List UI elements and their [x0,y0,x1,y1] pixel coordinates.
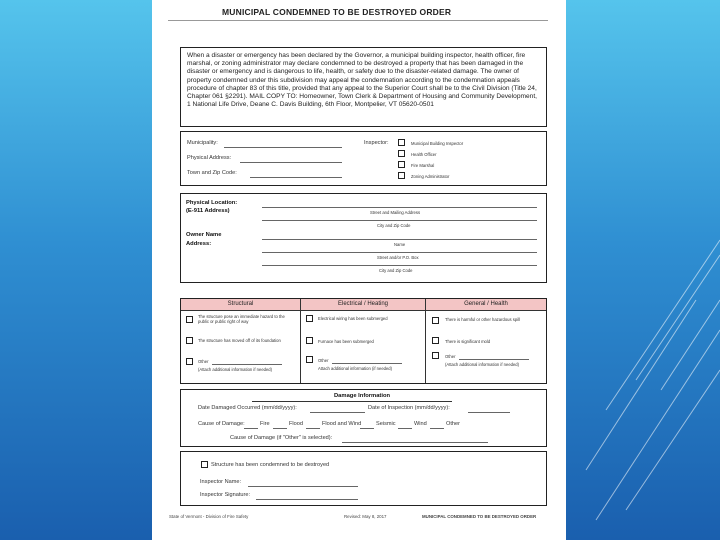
inspector-zoning-checkbox[interactable] [398,172,405,179]
structural-other-line[interactable] [212,364,282,365]
date-damaged-label: Date Damaged Occurred (mm/dd/yyyy): [198,405,297,411]
cause-option: Fire [260,421,270,427]
town-zip-label: Town and Zip Code: [187,170,237,176]
inspector-signature-label: Inspector Signature: [200,492,251,498]
cause-other-blank[interactable] [430,428,444,429]
physical-address-label: Physical Address: [187,155,232,161]
physical-address-field[interactable] [240,162,342,163]
physical-location-label: Physical Location: [186,200,238,206]
cityzip-hint: City and Zip Code [377,223,411,228]
condemned-checkbox[interactable] [201,461,208,468]
cause-fire-blank[interactable] [244,428,258,429]
owner-address-label: Address: [186,241,212,247]
general-spill-checkbox[interactable] [432,317,439,324]
footer-center: Revised: May 8, 2017 [344,514,387,519]
form-document [152,0,566,540]
owner-city-line[interactable] [262,265,537,266]
location-street-line[interactable] [262,207,537,208]
electrical-other: Other [318,358,329,363]
cityzip-hint-2: City and Zip Code [379,268,413,273]
structural-item: The structure pose an immediate hazard to the public or public right of way [198,314,285,325]
damage-header: Damage Information [334,393,391,399]
structural-attach: (Attach additional information if needed) [198,367,273,372]
structural-header: Structural [181,299,300,311]
general-item: There is harmful or other hazardous spill [445,317,520,322]
inspector-fire-checkbox[interactable] [398,161,405,168]
cause-seismic-blank[interactable] [360,428,374,429]
e911-label: (E-911 Address) [186,208,230,214]
decorative-lines [566,0,720,540]
date-inspection-field[interactable] [468,412,510,413]
date-damaged-field[interactable] [310,412,365,413]
cause-option: Flood and Wind [322,421,362,427]
inspector-label: Inspector: [364,140,389,146]
cause-label: Cause of Damage: [198,421,245,427]
title-rule [168,20,548,21]
electrical-furnace-checkbox[interactable] [306,337,313,344]
cause-other-field[interactable] [342,442,488,443]
inspector-name-field[interactable] [248,486,358,487]
electrical-other-line[interactable] [332,363,402,364]
inspector-name-label: Inspector Name: [200,479,242,485]
municipality-label: Municipality: [187,140,218,146]
general-attach: (Attach additional information if needed) [445,362,520,367]
general-other-checkbox[interactable] [432,352,439,359]
street-po-hint: Street and/or P.O. Box [377,255,419,260]
electrical-item: Furnace has been submerged [318,339,374,344]
inspector-option: Municipal Building Inspector [411,141,464,146]
inspector-option: Fire Marshal [411,163,435,168]
inspector-health-checkbox[interactable] [398,150,405,157]
column-divider [300,299,301,383]
structural-other: Other [198,359,209,364]
inspector-option: Health Officer [411,152,437,157]
name-hint: Name [394,242,406,247]
form-title: MUNICIPAL CONDEMNED TO BE DESTROYED ORDER [222,7,452,17]
inspector-signature-field[interactable] [256,499,358,500]
structural-hazard-checkbox[interactable] [186,316,193,323]
structural-foundation-checkbox[interactable] [186,337,193,344]
structural-other-checkbox[interactable] [186,358,193,365]
inspector-building-checkbox[interactable] [398,139,405,146]
cause-option: Wind [414,421,427,427]
structural-item: The structure has moved off of its foundation [198,338,281,343]
general-item: There is significant mold [445,339,491,344]
inspector-option: Zoning Administrator [411,174,450,179]
municipality-field[interactable] [224,147,342,148]
cause-floodwind-blank[interactable] [306,428,320,429]
cause-flood-blank[interactable] [273,428,287,429]
cause-other-label: Cause of Damage (if "Other" is selected): [230,435,333,441]
electrical-attach: Attach additional information (if needed) [318,366,393,371]
date-inspection-label: Date of Inspection (mm/dd/yyyy): [368,405,450,411]
notice-box: When a disaster or emergency has been declared by the Governor, a municipal building inspector, health officer, fire marshal, or zoning administrator may declare condemned to be destroyed a property that has been damaged in the disaster or emergency and is dangerous to life, health, or safety due to the disaster-related damage. The owner of property condemned under this subdivision may appeal the condemnation according to the condemnation appeals procedure of chapter 83 of this title, provided that any appeal to the Superior Court shall be to the Civil Division (Title 24, Chapter 061 §2291). MAIL COPY TO: Homeowner, Town Clerk & Department of Housing and Community Development, 1 National Life Drive, Deane C. Davis Building, 6th Floor, Montpelier, VT 05620-0501 [180,47,547,127]
general-mold-checkbox[interactable] [432,337,439,344]
cause-option: Seismic [376,421,396,427]
electrical-wiring-checkbox[interactable] [306,315,313,322]
background-left-panel [0,0,152,540]
electrical-item: Electrical wiring has been submerged [318,316,388,321]
condemned-label: Structure has been condemned to be destroyed [211,462,330,468]
owner-name-line[interactable] [262,239,537,240]
electrical-header: Electrical / Heating [301,299,425,311]
general-other: Other [445,354,456,359]
footer-left: State of Vermont - Division of Fire Safety [169,514,249,519]
general-header: General / Health [426,299,546,311]
owner-street-line[interactable] [262,252,537,253]
cause-option: Other [446,421,460,427]
footer-right: MUNICIPAL CONDEMNED TO BE DESTROYED ORDER [422,514,537,519]
cause-option: Flood [289,421,303,427]
column-divider [425,299,426,383]
street-hint: Street and Mailing Address [370,210,421,215]
cause-wind-blank[interactable] [398,428,412,429]
location-city-line[interactable] [262,220,537,221]
general-other-line[interactable] [459,359,529,360]
owner-name-label: Owner Name [186,232,222,238]
damage-header-rule [252,401,452,402]
town-zip-field[interactable] [250,177,342,178]
electrical-other-checkbox[interactable] [306,356,313,363]
